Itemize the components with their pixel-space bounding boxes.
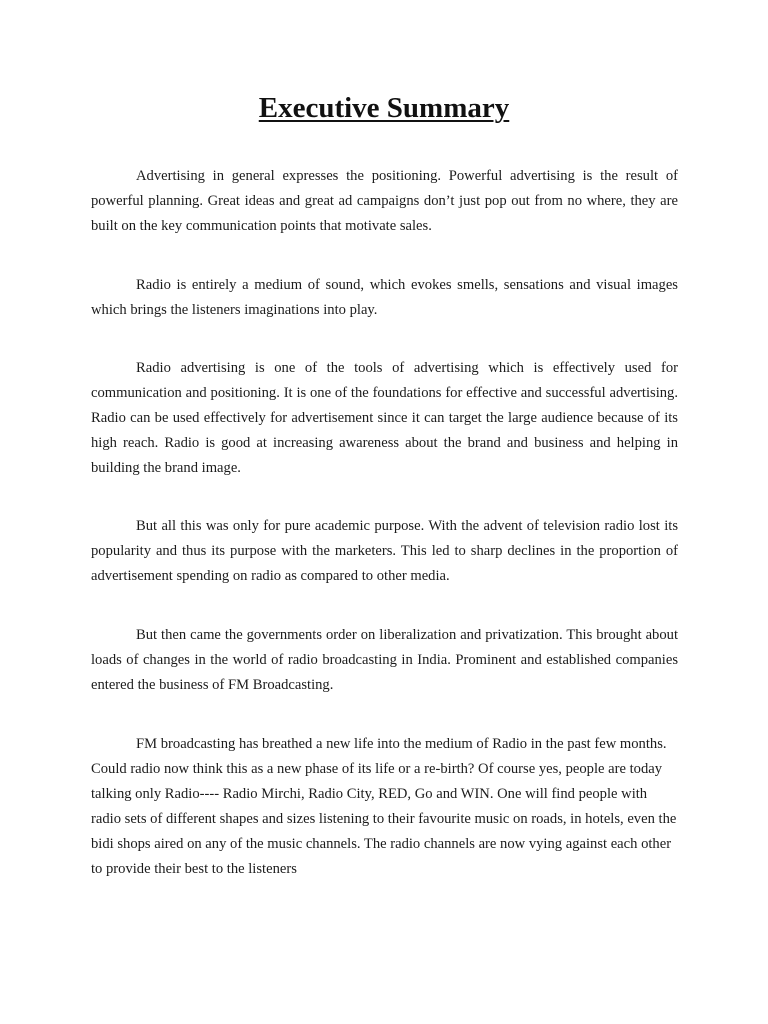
paragraph-advertising-positioning: Advertising in general expresses the positioning. Powerful advertising is the result of powerful planning. Great ideas and great ad campaigns don’t just pop out from no where, they are built on the key communication points that motivate sales. (91, 168, 678, 234)
paragraph-radio-medium-of-sound: Radio is entirely a medium of sound, which evokes smells, sensations and visual images which brings the listeners imaginations into play. (91, 277, 678, 318)
page-title: Executive Summary (258, 92, 510, 124)
paragraph-fm-broadcasting: FM broadcasting has breathed a new life into the medium of Radio in the past few months. Could radio now think this as a new phase of its life or a re-birth? Of course yes, people are today talking only Radio---- Radio Mirchi, Radio City, RED, Go and WIN. One will find people with radio sets of different shapes and sizes listening to their favourite music on roads, in hotels, even the bidi shops aired on any of the music channels. The radio channels are now vying against each other to provide their best to the listeners (91, 736, 677, 877)
paragraph-radio-advertising-tools: Radio advertising is one of the tools of advertising which is effectively used for communication and positioning. It is one of the foundations for effective and successful advertising. Radio can be used effectively for advertisement since it can target the large audience because of its high reach. Radio is good at increasing awareness about the brand and business and helping in building the brand image. (91, 360, 678, 476)
paragraph-television-decline: But all this was only for pure academic purpose. With the advent of television radio lost its popularity and thus its purpose with the marketers. This led to sharp declines in the proportion of advertisement spending on radio as compared to other media. (91, 518, 678, 584)
paragraph-liberalization: But then came the governments order on liberalization and privatization. This brought about loads of changes in the world of radio broadcasting in India. Prominent and established companies entered the business of FM Broadcasting. (91, 627, 678, 693)
